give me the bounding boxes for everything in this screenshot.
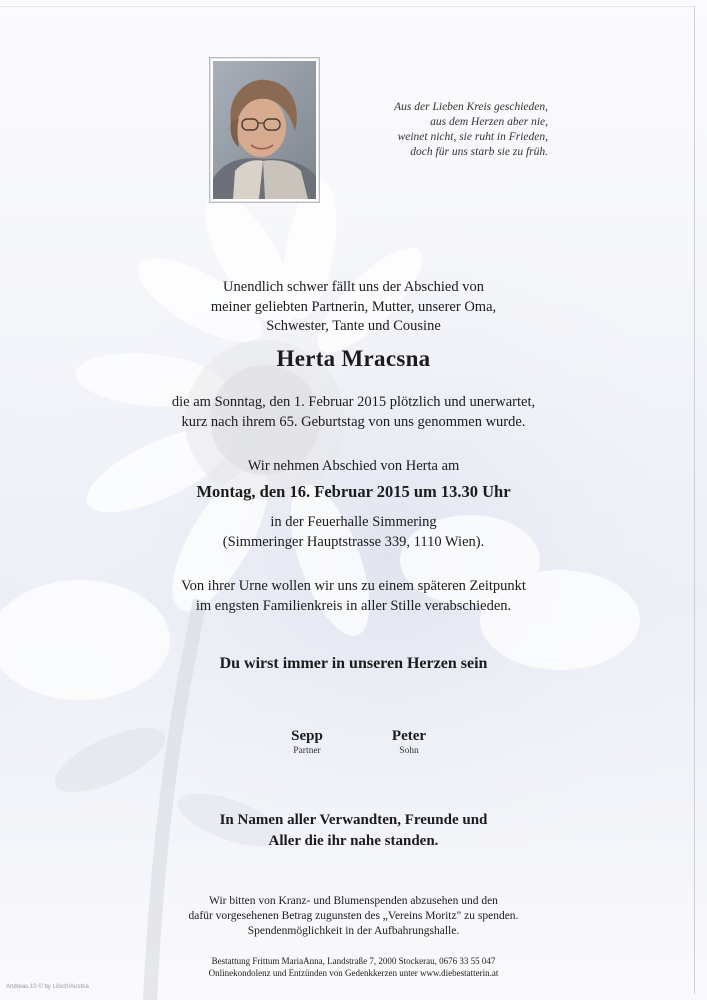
relatives-line: Aller die ihr nahe standen.: [268, 833, 439, 849]
location-line: (Simmeringer Hauptstrasse 339, 1110 Wien).: [222, 533, 485, 550]
location-line: in der Feuerhalle Simmering: [270, 514, 437, 530]
mourner-name: Peter: [391, 728, 427, 744]
mourner-sepp: [262, 728, 352, 756]
urn-notice-line: Von ihrer Urne wollen wir uns zu einem späteren Zeitpunkt: [181, 578, 526, 594]
ceremony-location: [0, 513, 707, 552]
urn-notice: [0, 577, 707, 616]
memorial-poem: [330, 100, 548, 160]
portrait-photo-frame: [209, 57, 320, 203]
undertaker-info: [0, 956, 707, 979]
relatives-note: [0, 810, 707, 852]
mourner-peter: [364, 728, 454, 756]
donation-line: Wir bitten von Kranz- und Blumenspenden abzusehen und den: [209, 895, 498, 907]
mourner-relation: Sohn: [399, 746, 419, 756]
ceremony-datetime: Montag, den 16. Februar 2015 um 13.30 Uhr: [196, 482, 511, 501]
donation-line: dafür vorgesehenen Betrag zugunsten des „Vereins Moritz" zu spenden.: [188, 910, 519, 922]
intro-text: [0, 278, 707, 337]
memorial-motto: Du wirst immer in unseren Herzen sein: [219, 655, 488, 672]
portrait-photo: [213, 61, 316, 199]
relatives-line: In Namen aller Verwandten, Freunde und: [219, 812, 488, 828]
intro-line: Schwester, Tante und Cousine: [266, 318, 441, 334]
undertaker-line: Bestattung Frittum MariaAnna, Landstraße 7, 2000 Stockerau, 0676 33 55 047: [211, 956, 496, 966]
death-notice: [0, 393, 707, 432]
undertaker-line: Onlinekondolenz und Entzünden von Gedenkkerzen unter www.diebestatterin.at: [208, 967, 499, 978]
poem-line: aus dem Herzen aber nie,: [430, 116, 548, 128]
poem-line: doch für uns starb sie zu früh.: [410, 146, 548, 158]
death-notice-line: die am Sonntag, den 1. Februar 2015 plötzlich und unerwartet,: [171, 394, 536, 410]
mourner-name: Sepp: [291, 728, 323, 744]
urn-notice-line: im engsten Familienkreis in aller Stille verabschieden.: [195, 597, 512, 614]
page-top-border: [0, 6, 695, 7]
death-notice-line: kurz nach ihrem 65. Geburtstag von uns genommen wurde.: [181, 413, 526, 430]
farewell-line: Wir nehmen Abschied von Herta am: [247, 458, 460, 474]
intro-line: meiner geliebten Partnerin, Mutter, unserer Oma,: [210, 298, 497, 315]
poem-line: Aus der Lieben Kreis geschieden,: [394, 101, 548, 113]
poem-line: weinet nicht, sie ruht in Frieden,: [397, 131, 548, 143]
intro-line: Unendlich schwer fällt uns der Abschied von: [223, 279, 484, 295]
donation-request: [0, 894, 707, 939]
template-credit: Andreas 10 © by Lösch/Austria: [6, 984, 89, 990]
mourner-relation: Partner: [293, 746, 321, 756]
donation-line: Spendenmöglichkeit in der Aufbahrungshalle.: [247, 925, 460, 937]
deceased-name: Herta Mracsna: [276, 346, 431, 371]
